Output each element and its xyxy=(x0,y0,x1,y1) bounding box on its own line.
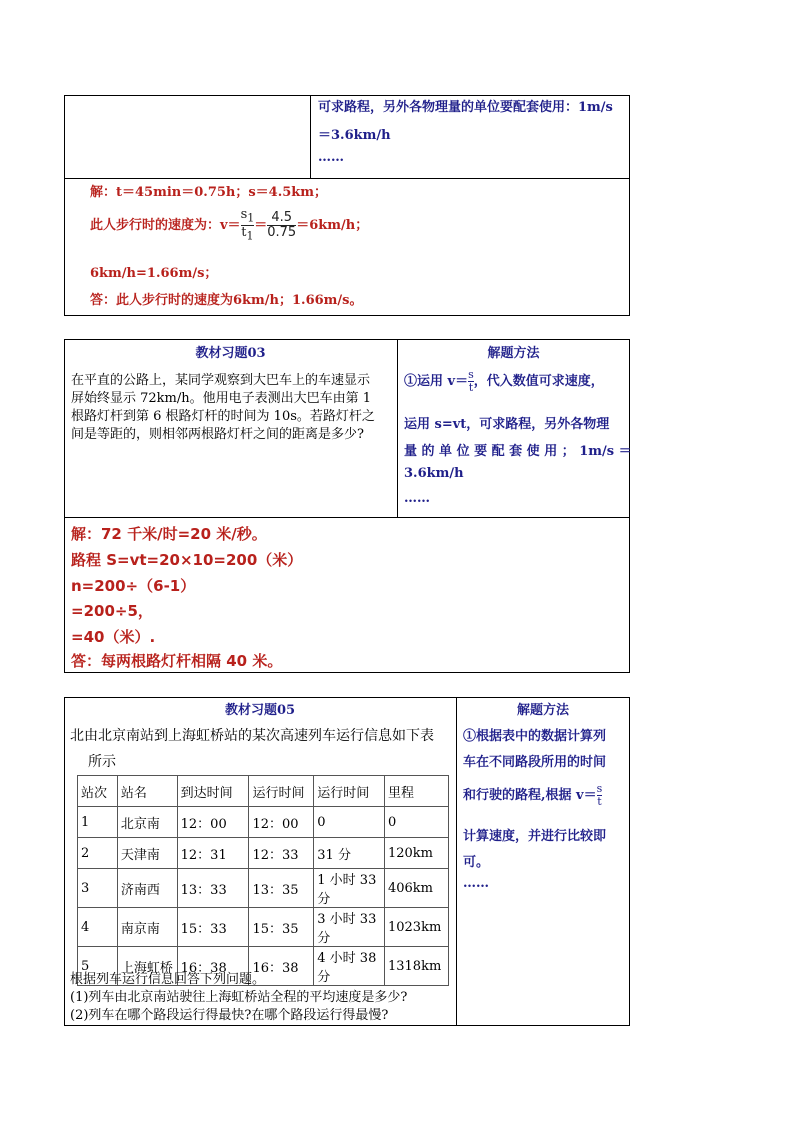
speed-result: ＝6km/h； xyxy=(296,218,369,233)
method-formula-suffix: ，代入数值可求速度， xyxy=(473,374,604,389)
frac2-num: 4.5 xyxy=(271,209,293,225)
table-cell: 13：35 xyxy=(249,869,314,908)
section1-method-line3: …… xyxy=(318,150,344,165)
section2-method-title: 解题方法 xyxy=(487,346,540,361)
speed-formula-prefix: 此人步行时的速度为：v＝ xyxy=(90,218,241,233)
table-row xyxy=(78,838,449,869)
section2-solution-line3: n=200÷（6-1） xyxy=(71,577,196,595)
table-cell: 406km xyxy=(384,869,448,908)
table-cell: 120km xyxy=(384,838,448,869)
section2-problem-line3: 根路灯杆到第 6 根路灯杆的时间为 10s。若路灯杆之 xyxy=(71,409,375,424)
table-cell: 4 xyxy=(78,908,118,947)
section3-title: 教材习题05 xyxy=(224,703,296,718)
table-cell: 16：38 xyxy=(249,947,314,986)
header-cell: 站次 xyxy=(78,776,118,807)
table-cell: 12：00 xyxy=(177,807,249,838)
section3-question-1: (1)列车由北京南站驶往上海虹桥站全程的平均速度是多少? xyxy=(70,990,408,1005)
header-cell: 运行时间 xyxy=(314,776,385,807)
table-row xyxy=(78,807,449,838)
table-cell: 15：35 xyxy=(249,908,314,947)
section2-solution-line5: =40（米）. xyxy=(71,628,156,646)
header-cell: 运行时间 xyxy=(249,776,314,807)
section2-method-line4: 3.6km/h xyxy=(404,466,464,481)
section2-method-line2: 运用 s=vt，可求路程，另外各物理 xyxy=(404,417,610,432)
table-cell: 0 xyxy=(314,807,385,838)
section2-row-divider xyxy=(64,517,630,518)
table-cell: 31 分 xyxy=(314,838,385,869)
section2-method-line3: 量 的 单 位 要 配 套 使 用 ； 1m/s ＝ xyxy=(404,444,632,459)
section1-method-line2: ＝3.6km/h xyxy=(318,128,391,143)
section2-solution-line1: 解：72 千米/时=20 米/秒。 xyxy=(71,525,267,543)
section1-solution-line3: 6km/h=1.66m/s； xyxy=(90,266,218,281)
frac2-den: 0.75 xyxy=(267,225,297,240)
frac-num: s xyxy=(240,207,248,223)
section2-method-line5: …… xyxy=(404,491,430,506)
section1-solution-line4: 答：此人步行时的速度为6km/h；1.66m/s。 xyxy=(90,293,363,308)
section2-solution-line4: =200÷5， xyxy=(71,602,153,620)
section2-problem-line4: 间是等距的，则相邻两根路灯杆之间的距离是多少? xyxy=(71,427,364,442)
frac-num-sub: 1 xyxy=(247,211,255,225)
table-cell: 5 xyxy=(78,947,118,986)
section3-intro-line1: 北由北京南站到上海虹桥站的某次高速列车运行信息如下表 xyxy=(70,728,434,744)
frac-den: t xyxy=(468,381,474,394)
section2-problem-line1: 在平直的公路上，某同学观察到大巴车上的车速显示 xyxy=(71,373,371,388)
table-cell: 1023km xyxy=(384,908,448,947)
fraction-s1-t1 xyxy=(241,208,255,242)
table-cell: 13：33 xyxy=(177,869,249,908)
section3-question-intro: 根据列车运行信息回答下列问题。 xyxy=(70,972,266,987)
table-cell: 15：33 xyxy=(177,908,249,947)
section1-divider xyxy=(310,95,311,178)
fraction-s-over-t xyxy=(597,783,603,808)
table-cell: 北京南 xyxy=(117,807,177,838)
section3-method-line4: 计算速度，并进行比较即 xyxy=(463,829,607,844)
method-formula-prefix: 和行驶的路程,根据 v＝ xyxy=(463,788,597,803)
frac-den: t xyxy=(241,225,247,240)
table-cell: 1318km xyxy=(384,947,448,986)
table-cell: 12：00 xyxy=(249,807,314,838)
table-cell: 济南西 xyxy=(117,869,177,908)
table-cell: 16：38 xyxy=(177,947,249,986)
header-cell: 站名 xyxy=(117,776,177,807)
frac-num: s xyxy=(468,367,474,381)
frac-num: s xyxy=(596,781,603,795)
section1-row-divider xyxy=(64,178,630,179)
section3-method-line1: ①根据表中的数据计算列 xyxy=(463,729,607,744)
table-cell: 1 小时 33 分 xyxy=(314,869,385,908)
section3-method-title: 解题方法 xyxy=(516,703,569,718)
header-cell: 里程 xyxy=(384,776,448,807)
section3-method-line2: 车在不同路段所用的时间 xyxy=(463,755,607,770)
section2-method-line1 xyxy=(404,365,604,399)
equals-sign: ＝ xyxy=(254,218,268,233)
train-schedule-table xyxy=(77,775,449,986)
section1-solution-line2 xyxy=(90,206,368,246)
section3-method-line6: …… xyxy=(463,876,489,891)
header-cell: 到达时间 xyxy=(177,776,249,807)
table-cell: 3 小时 33 分 xyxy=(314,908,385,947)
section2-solution-line2: 路程 S=vt=20×10=200（米） xyxy=(71,551,303,569)
section3-intro-line2: 所示 xyxy=(88,754,116,770)
section3-method-line5: 可。 xyxy=(463,855,490,870)
table-row xyxy=(78,869,449,908)
section2-solution-line6: 答：每两根路灯杆相隔 40 米。 xyxy=(71,652,283,670)
section1-solution-line1: 解：t＝45min＝0.75h；s＝4.5km； xyxy=(90,185,328,200)
table-cell: 4 小时 38 分 xyxy=(314,947,385,986)
section1-method-line1: 可求路程，另外各物理量的单位要配套使用：1m/s xyxy=(318,100,613,115)
table-cell: 0 xyxy=(384,807,448,838)
section2-divider xyxy=(397,339,398,517)
table-cell: 南京南 xyxy=(117,908,177,947)
table-cell: 上海虹桥 xyxy=(117,947,177,986)
table-row xyxy=(78,908,449,947)
section3-method-line3 xyxy=(463,779,602,813)
section3-divider xyxy=(456,697,457,1026)
table-cell: 3 xyxy=(78,869,118,908)
table-cell: 12：33 xyxy=(249,838,314,869)
frac-den: t xyxy=(597,795,602,808)
fraction-4.5-0.75 xyxy=(267,211,296,241)
section2-problem-line2: 屏始终显示 72km/h。他用电子表测出大巴车由第 1 xyxy=(71,391,372,406)
table-cell: 天津南 xyxy=(117,838,177,869)
section2-title: 教材习题03 xyxy=(195,346,266,361)
section3-question-2: (2)列车在哪个路段运行得最快?在哪个路段运行得最慢? xyxy=(70,1008,389,1023)
method-formula-prefix: ①运用 v＝ xyxy=(404,374,469,389)
table-cell: 2 xyxy=(78,838,118,869)
frac-den-sub: 1 xyxy=(246,229,254,243)
table-header-row xyxy=(78,776,449,807)
table-cell: 1 xyxy=(78,807,118,838)
table-cell: 12：31 xyxy=(177,838,249,869)
